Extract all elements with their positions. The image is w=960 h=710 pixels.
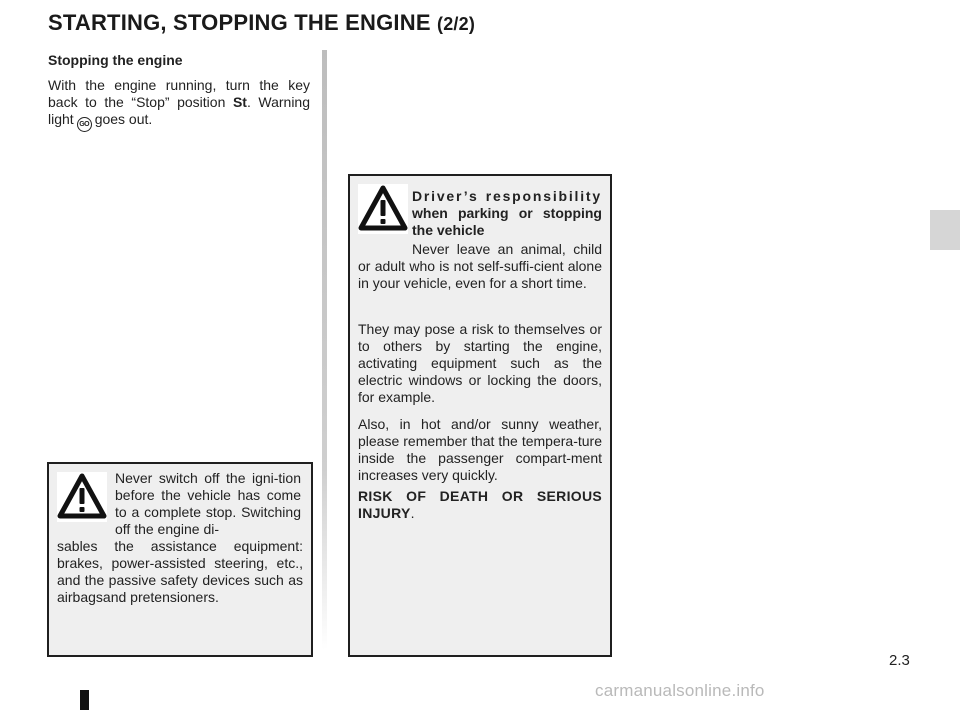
warning-triangle-icon <box>358 184 408 234</box>
driver-responsibility-para-2: They may pose a risk to themselves or to others by starting the engine, activating equipment such as the electric windows or locking the doors, for example. <box>358 321 602 405</box>
stopping-text-middle: . Warning light <box>48 94 311 127</box>
go-warning-light-icon: GO <box>77 117 92 132</box>
driver-responsibility-box <box>348 174 612 657</box>
stopping-heading: Stopping the engine <box>48 52 183 68</box>
driver-responsibility-heading <box>412 188 602 239</box>
driver-responsibility-para-1 <box>358 241 602 292</box>
watermark: carmanualsonline.info <box>595 681 765 700</box>
heading-rest: when parking or stopping the vehicle <box>412 205 602 238</box>
risk-warning-end: . <box>410 505 415 521</box>
column-separator <box>322 50 327 650</box>
page-title-suffix: (2/2) <box>437 14 476 34</box>
corner-mark <box>80 690 89 710</box>
para-1-text: Never leave an animal, child or adult who is not self-suffi-cient alone in your vehicle, even for a short time. <box>358 241 602 291</box>
stop-position-label: St <box>232 94 247 110</box>
ignition-warning-box <box>47 462 313 657</box>
ignition-warning-text-top: Never switch off the igni-tion before the vehicle has come to a complete stop. Switching off the engine di- <box>115 470 301 537</box>
stopping-text-after: goes out. <box>94 111 153 127</box>
driver-responsibility-para-3: Also, in hot and/or sunny weather, please remember that the tempera-ture inside the passenger compart-ment increases very quickly. <box>358 416 602 483</box>
driver-responsibility-para-4 <box>358 488 602 522</box>
stopping-text-before: With the engine running, turn the key back to the “Stop” position <box>48 77 310 110</box>
stopping-body <box>48 77 310 132</box>
risk-warning-text: RISK OF DEATH OR SERIOUS INJURY <box>358 488 602 521</box>
page-title-text: STARTING, STOPPING THE ENGINE <box>48 10 431 35</box>
chapter-tab <box>930 210 960 250</box>
page-number: 2.3 <box>889 652 910 669</box>
page-title <box>48 10 475 36</box>
heading-line-1: Driver’s responsibility <box>412 188 602 204</box>
warning-triangle-icon <box>57 472 107 522</box>
ignition-warning-text-bottom: sables the assistance equipment: brakes, power-assisted steering, etc., and the passive safety devices such as airbagsand pretensioners. <box>57 538 303 605</box>
